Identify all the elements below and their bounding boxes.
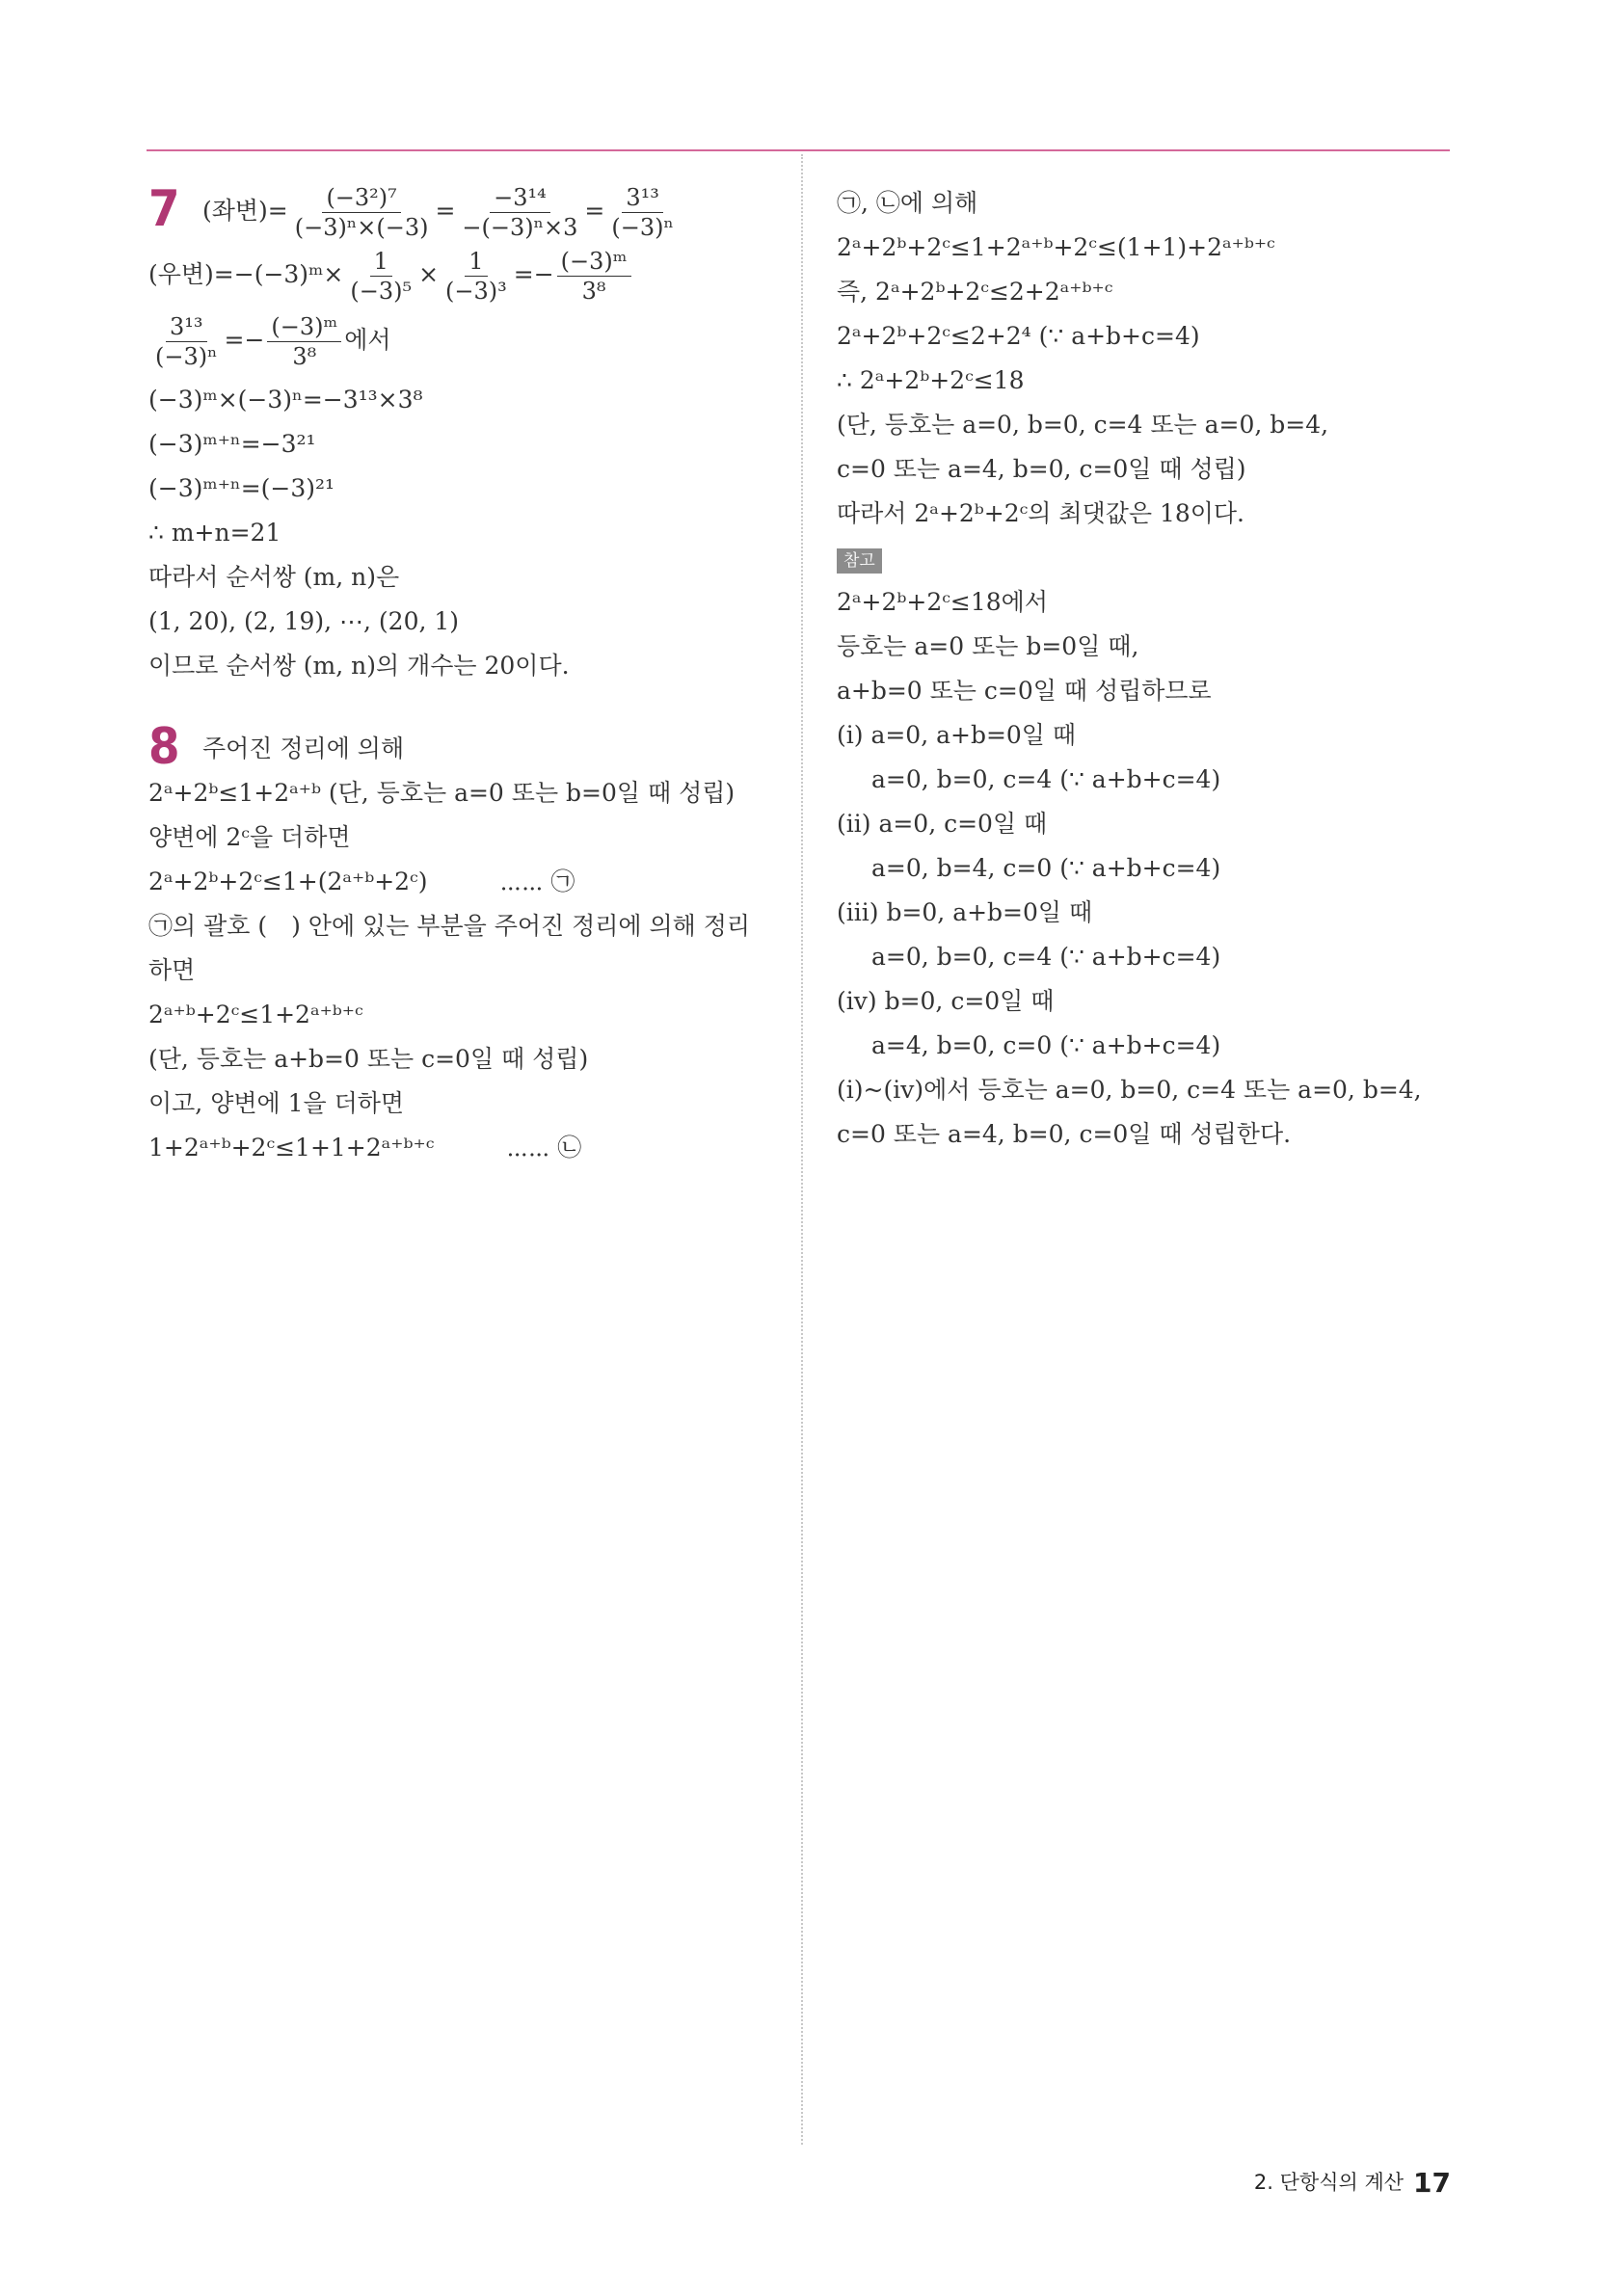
r-line-7: 따라서 2ᵃ+2ᵇ+2ᶜ의 최댓값은 18이다. [837,499,1245,527]
note-line-0: 2ᵃ+2ᵇ+2ᶜ≤18에서 [837,588,1048,616]
p8-line-5: 하면 [148,956,196,984]
note-line-2: a+b=0 또는 c=0일 때 성립하므로 [837,677,1212,705]
p7-lhs-label: (좌변)= [202,197,288,225]
page-footer [1254,2167,1451,2199]
problem-8-number: 8 [148,718,180,776]
p7-line-result: ∴ m+n=21 [148,519,281,547]
p8-line-1: 2ᵃ+2ᵇ≤1+2ᵃ⁺ᵇ (단, 등호는 a=0 또는 b=0일 때 성립) [148,779,736,807]
p7-fraction-3: $\frac{\text{3¹³}}{\text{(−3)ⁿ}}$ [611,184,674,241]
p8-line-8: 이고, 양변에 1을 더하면 [148,1089,405,1117]
note-conclusion-1: (ⅰ)~(ⅳ)에서 등호는 a=0, b=0, c=4 또는 a=0, b=4, [837,1076,1422,1104]
p7-fraction-7: $\frac{\text{3¹³}}{\text{(−3)ⁿ}}$ [155,313,218,370]
p7-rhs-label: (우변)=−(−3)ᵐ× [148,260,344,288]
p7-line-lhs: 7 (좌변)= $\frac{\text{(−3²)⁷}}{\text{(−3)ⁿ×(−3)}}$ = $\frac{\text{−3¹⁴}}{\text{−(−3)ⁿ×3}}$ = $\frac{\text{3¹³}}{\text{(−3)ⁿ}}$ [148,181,775,247]
p7-line-equate: $\frac{\text{3¹³}}{\text{(−3)ⁿ}}$ =− $\frac{\text{(−3)ᵐ}}{\text{3⁸}}$ 에서 [148,312,775,378]
p7-fraction-4: $\frac{1}{\text{(−3)⁵}}$ [350,248,413,305]
p8-line-4: ㉠의 괄호 ( ) 안에 있는 부분을 주어진 정리에 의해 정리 [148,912,751,940]
p7-line-rhs: (우변)=−(−3)ᵐ× $\frac{1}{\text{(−3)⁵}}$ × $\frac{1}{\text{(−3)³}}$ =− $\frac{\text{(−3)ᵐ}}{\text{3⁸}}$ [148,247,775,312]
p8-line-7: (단, 등호는 a+b=0 또는 c=0일 때 성립) [148,1045,589,1073]
p8-line-9: 1+2ᵃ⁺ᵇ+2ᶜ≤1+1+2ᵃ⁺ᵇ⁺ᶜ ⋯⋯ ㉡ [148,1134,582,1161]
note-case-3: (ⅲ) b=0, a+b=0일 때 [837,898,1093,926]
p7-fraction-2: $\frac{\text{−3¹⁴}}{\text{−(−3)ⁿ×3}}$ [462,184,578,241]
r-line-2: 즉, 2ᵃ+2ᵇ+2ᶜ≤2+2ᵃ⁺ᵇ⁺ᶜ [837,278,1113,306]
p7-fraction-5: $\frac{1}{\text{(−3)³}}$ [445,248,507,305]
note-conclusion-2: c=0 또는 a=4, b=0, c=0일 때 성립한다. [837,1120,1292,1148]
p7-line-pairs-intro: 따라서 순서쌍 (m, n)은 [148,563,400,591]
r-line-4: ∴ 2ᵃ+2ᵇ+2ᶜ≤18 [837,366,1025,394]
right-column [837,181,1463,1157]
note-case-1-result: a=0, b=0, c=4 (∵ a+b+c=4) [871,765,1221,793]
r-line-6: c=0 또는 a=4, b=0, c=0일 때 성립) [837,455,1246,483]
left-column [148,181,775,1170]
note-case-2: (ⅱ) a=0, c=0일 때 [837,810,1048,838]
header-rule [147,149,1450,151]
note-line-1: 등호는 a=0 또는 b=0일 때, [837,632,1139,660]
p7-line-sum2: (−3)ᵐ⁺ⁿ=(−3)²¹ [148,474,335,502]
column-separator [801,154,803,2145]
problem-7-number: 7 [148,180,180,238]
p7-fraction-1: $\frac{\text{(−3²)⁷}}{\text{(−3)ⁿ×(−3)}}$ [294,184,429,241]
r-line-3: 2ᵃ+2ᵇ+2ᶜ≤2+2⁴ (∵ a+b+c=4) [837,322,1200,350]
r-line-1: 2ᵃ+2ᵇ+2ᶜ≤1+2ᵃ⁺ᵇ+2ᶜ≤(1+1)+2ᵃ⁺ᵇ⁺ᶜ [837,233,1275,261]
p7-fraction-8: $\frac{\text{(−3)ᵐ}}{\text{3⁸}}$ [267,312,341,371]
p8-line-6: 2ᵃ⁺ᵇ+2ᶜ≤1+2ᵃ⁺ᵇ⁺ᶜ [148,1001,363,1028]
r-line-0: ㉠, ㉡에 의해 [837,189,978,217]
note-badge: 참고 [837,548,882,574]
note-case-4-result: a=4, b=0, c=0 (∵ a+b+c=4) [871,1031,1221,1059]
note-case-2-result: a=0, b=4, c=0 (∵ a+b+c=4) [871,854,1221,882]
p7-line-mult: (−3)ᵐ×(−3)ⁿ=−3¹³×3⁸ [148,386,423,414]
p8-line-2: 양변에 2ᶜ을 더하면 [148,823,351,851]
p7-line-conclusion: 이므로 순서쌍 (m, n)의 개수는 20이다. [148,652,570,680]
p7-line-sum1: (−3)ᵐ⁺ⁿ=−3²¹ [148,430,316,458]
note-case-3-result: a=0, b=0, c=4 (∵ a+b+c=4) [871,943,1221,971]
p8-line-0 [148,718,775,776]
p7-line-pairs: (1, 20), (2, 19), ⋯, (20, 1) [148,607,460,635]
r-line-5: (단, 등호는 a=0, b=0, c=4 또는 a=0, b=4, [837,411,1329,439]
chapter-title: 2. 단항식의 계산 [1253,2171,1404,2194]
p8-line-3: 2ᵃ+2ᵇ+2ᶜ≤1+(2ᵃ⁺ᵇ+2ᶜ) ⋯⋯ ㉠ [148,868,575,895]
p7-suffix: 에서 [344,326,391,354]
note-badge-line [837,536,1463,580]
note-case-4: (ⅳ) b=0, c=0일 때 [837,987,1055,1015]
p8-intro: 주어진 정리에 의해 [202,734,405,762]
note-case-1: (ⅰ) a=0, a+b=0일 때 [837,721,1077,749]
page-number: 17 [1413,2167,1451,2199]
p7-fraction-6: $\frac{\text{(−3)ᵐ}}{\text{3⁸}}$ [557,247,631,306]
